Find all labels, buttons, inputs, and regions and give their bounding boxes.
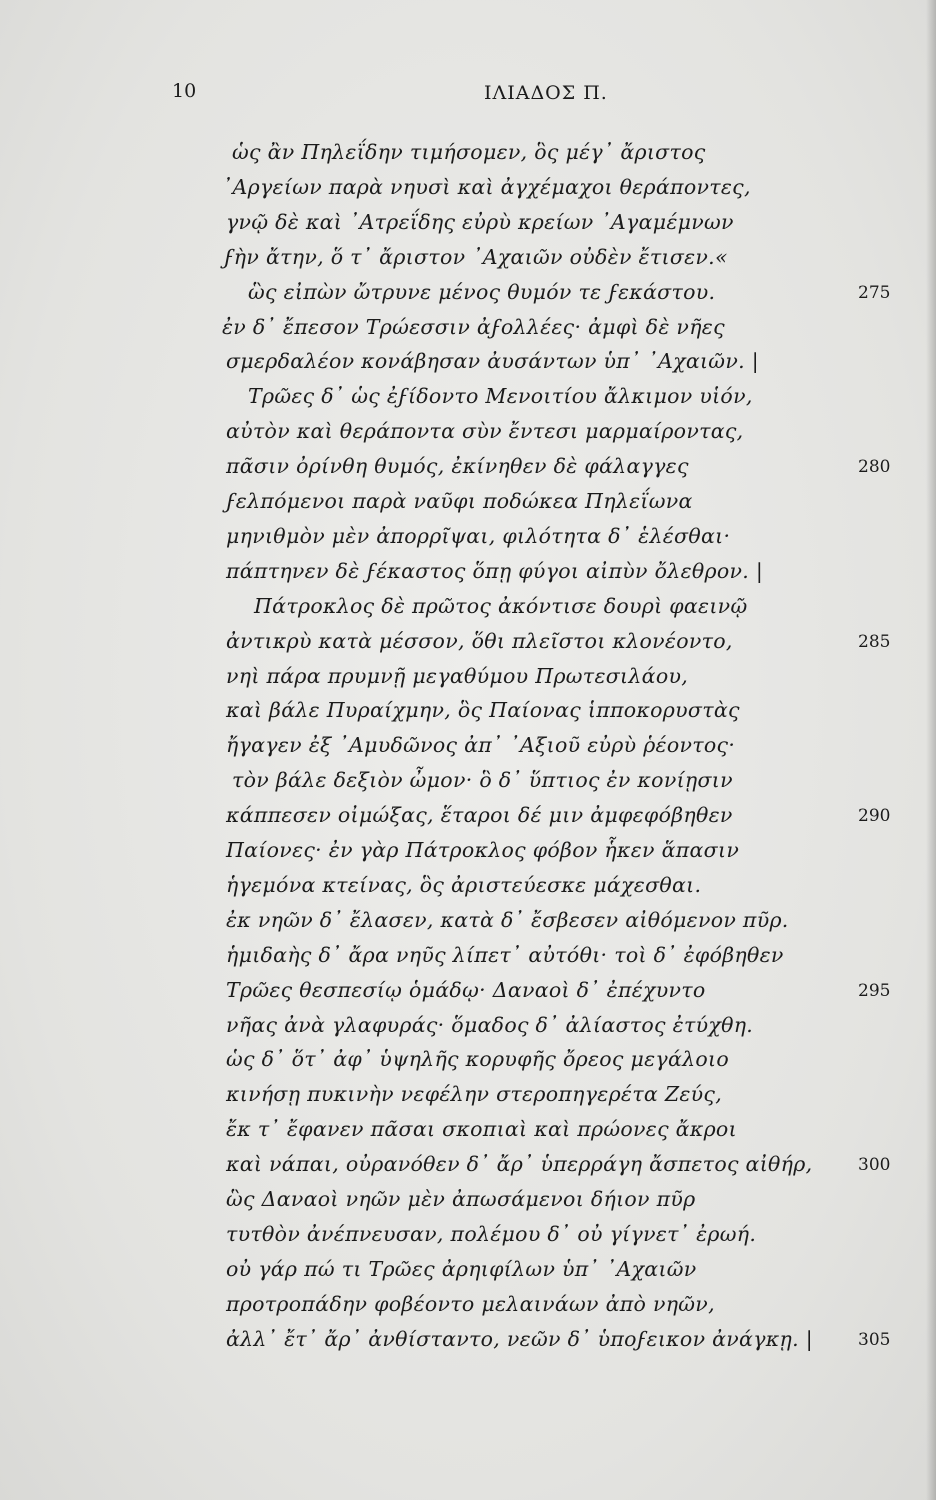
verse-line: τὸν βάλε δεξιὸν ὦμον· ὃ δ᾽ ὕπτιος ἐν κονίῃσιν <box>232 768 733 793</box>
verse-line: κάππεσεν οἰμώξας, ἕταροι δέ μιν ἀμφεφόβηθεν <box>226 803 733 828</box>
verse-line: ϝελπόμενοι παρὰ ναῦφι ποδώκεα Πηλεΐωνα <box>226 489 693 513</box>
verse-line: γνῷ δὲ καὶ ᾿Ατρεΐδης εὐρὺ κρείων ᾿Αγαμέμνων <box>226 209 734 234</box>
line-number: 275 <box>858 282 891 303</box>
line-number: 300 <box>858 1155 891 1176</box>
verse-line: σμερδαλέον κονάβησαν ἀυσάντων ὑπ᾽ ᾿Αχαιῶν. | <box>226 349 759 374</box>
verse-line: καὶ βάλε Πυραίχμην, ὃς Παίονας ἱπποκορυστὰς <box>226 698 740 723</box>
verse-line: καὶ νάπαι, οὐρανόθεν δ᾽ ἄρ᾽ ὑπερράγη ἄσπετος αἰθήρ, <box>226 1152 813 1177</box>
verse-line: Πάτροκλος δὲ πρῶτος ἀκόντισε δουρὶ φαεινῷ <box>254 593 748 618</box>
verse-line: ἔκ τ᾽ ἔφανεν πᾶσαι σκοπιαὶ καὶ πρώονες ἄκροι <box>226 1117 737 1142</box>
verse-line: προτροπάδην φοβέοντο μελαινάων ἀπὸ νηῶν, <box>226 1291 715 1316</box>
line-number: 280 <box>858 457 891 478</box>
verse-line: μηνιθμὸν μὲν ἀπορρῖψαι, φιλότητα δ᾽ ἑλέσθαι· <box>226 523 731 548</box>
verse-line: ἐκ νηῶν δ᾽ ἔλασεν, κατὰ δ᾽ ἔσβεσεν αἰθόμενον πῦρ. <box>226 907 789 932</box>
verse-line: κινήσῃ πυκινὴν νεφέλην στεροπηγερέτα Ζεύς, <box>226 1082 723 1107</box>
line-number: 295 <box>858 980 891 1001</box>
verse-line: τυτθὸν ἀνέπνευσαν, πολέμου δ᾽ οὐ γίγνετ᾽ ἐρωή. <box>226 1221 757 1246</box>
line-number: 285 <box>858 631 891 652</box>
line-number: 290 <box>858 806 891 827</box>
verse-line: Τρῶες δ᾽ ὡς ἐϝίδοντο Μενοιτίου ἄλκιμον υἱόν, <box>248 384 753 409</box>
verse-line: πᾶσιν ὀρίνθη θυμός, ἐκίνηθεν δὲ φάλαγγες <box>226 454 689 479</box>
running-head: ΙΛΙΑΔΟΣ Π. <box>484 82 608 104</box>
verse-line: ἀλλ᾽ ἔτ᾽ ἄρ᾽ ἀνθίσταντο, νεῶν δ᾽ ὑποϝεικον ἀνάγκῃ. | <box>226 1326 813 1351</box>
verse-line: αὐτὸν καὶ θεράποντα σὺν ἔντεσι μαρμαίροντας, <box>226 419 744 444</box>
verse-line: Παίονες· ἐν γὰρ Πάτροκλος φόβον ἧκεν ἅπασιν <box>226 838 740 862</box>
verse-line: ὣς Δαναοὶ νηῶν μὲν ἀπωσάμενοι δήιον πῦρ <box>226 1187 696 1211</box>
line-number: 305 <box>858 1329 891 1350</box>
page-edge-shadow <box>926 0 936 1500</box>
verse-line: ϝὴν ἄτην, ὅ τ᾽ ἄριστον ᾿Αχαιῶν οὐδὲν ἔτισεν.« <box>224 244 728 269</box>
verse-line: ἀντικρὺ κατὰ μέσσον, ὅθι πλεῖστοι κλονέοντο, <box>226 628 733 653</box>
verse-line: Τρῶες θεσπεσίῳ ὁμάδῳ· Δαναοὶ δ᾽ ἐπέχυντο <box>226 977 706 1002</box>
verse-line: οὐ γάρ πώ τι Τρῶες ἀρηιφίλων ὑπ᾽ ᾿Αχαιῶν <box>226 1256 697 1281</box>
verse-line: ἡμιδαὴς δ᾽ ἄρα νηῦς λίπετ᾽ αὐτόθι· τοὶ δ᾽ ἐφόβηθεν <box>226 942 784 967</box>
verse-line: ἤγαγεν ἐξ ᾿Αμυδῶνος ἀπ᾽ ᾿Αξιοῦ εὐρὺ ῥέοντος· <box>226 733 736 758</box>
page-number: 10 <box>172 80 197 102</box>
verse-line: ὡς δ᾽ ὅτ᾽ ἀφ᾽ ὑψηλῆς κορυφῆς ὄρεος μεγάλοιο <box>226 1047 730 1072</box>
verse-line: ἡγεμόνα κτείνας, ὃς ἀριστεύεσκε μάχεσθαι. <box>226 872 702 897</box>
verse-line: νηὶ πάρα πρυμνῇ μεγαθύμου Πρωτεσιλάου, <box>226 663 689 688</box>
verse-line: πάπτηνεν δὲ ϝέκαστος ὅπῃ φύγοι αἰπὺν ὄλεθρον. | <box>226 558 764 583</box>
verse-line: ἐν δ᾽ ἔπεσον Τρώεσσιν ἀϝολλέες· ἀμφὶ δὲ νῆες <box>222 314 725 339</box>
verse-line: ὣς εἰπὼν ὤτρυνε μένος θυμόν τε ϝεκάστου. <box>248 279 716 304</box>
verse-line: ὡς ἂν Πηλεΐδην τιμήσομεν, ὃς μέγ᾽ ἄριστος <box>232 140 706 164</box>
verse-line: νῆας ἀνὰ γλαφυράς· ὅμαδος δ᾽ ἀλίαστος ἐτύχθη. <box>226 1012 754 1037</box>
verse-line: ᾿Αργείων παρὰ νηυσὶ καὶ ἀγχέμαχοι θεράποντες, <box>222 174 751 199</box>
